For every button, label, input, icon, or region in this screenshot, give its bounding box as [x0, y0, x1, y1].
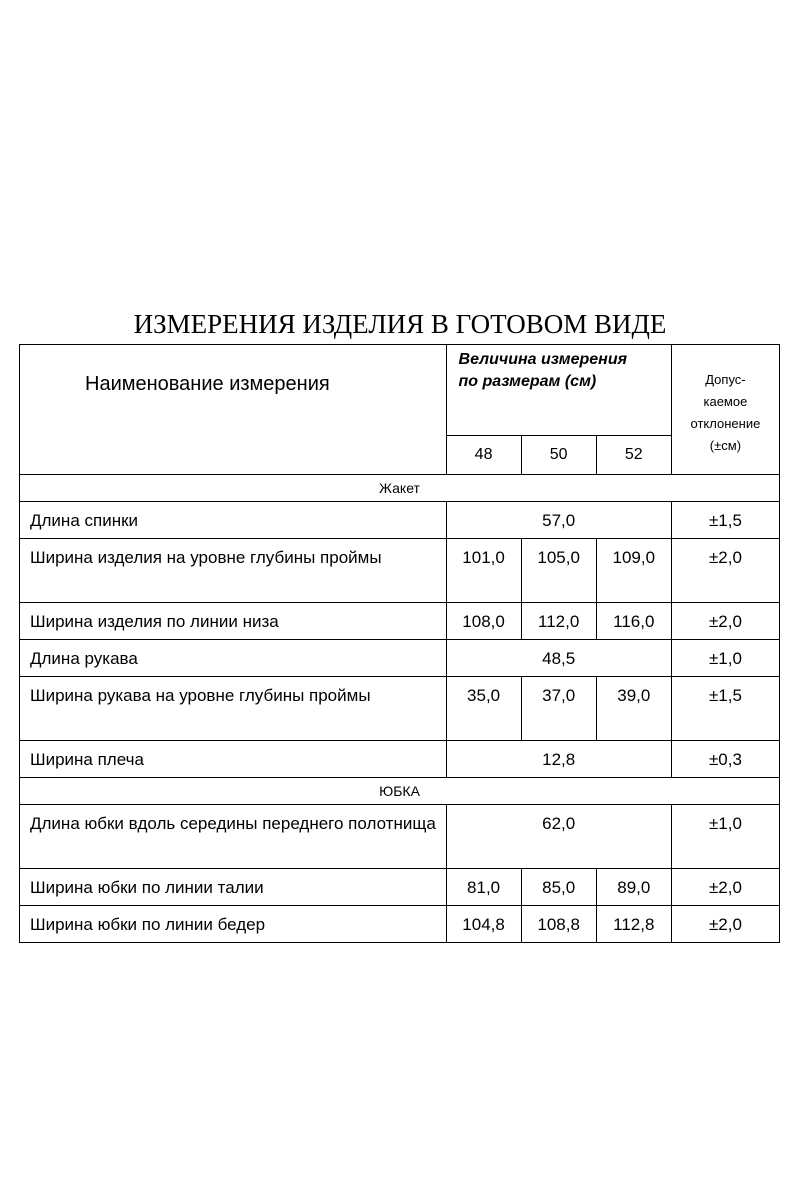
size-value: 35,0 [446, 677, 521, 741]
tolerance-value: ±1,0 [671, 640, 779, 677]
tolerance-value: ±1,0 [671, 805, 779, 869]
size-value: 112,8 [596, 906, 671, 943]
table-row [20, 677, 780, 741]
table-row [20, 603, 780, 640]
table-row [20, 805, 780, 869]
tolerance-value: ±2,0 [671, 869, 779, 906]
measurement-name: Ширина юбки по линии талии [20, 869, 447, 906]
measurement-name: Ширина изделия на уровне глубины проймы [20, 539, 447, 603]
section-row [20, 778, 780, 805]
measurement-name: Ширина изделия по линии низа [20, 603, 447, 640]
measurement-name: Длина рукава [20, 640, 447, 677]
measurements-table [19, 344, 780, 943]
size-value: 104,8 [446, 906, 521, 943]
page-title: ИЗМЕРЕНИЯ ИЗДЕЛИЯ В ГОТОВОМ ВИДЕ [133, 309, 667, 339]
size-value: 39,0 [596, 677, 671, 741]
header-tolerance-line3: отклонение [690, 416, 761, 431]
size-value: 108,8 [521, 906, 596, 943]
tolerance-value: ±1,5 [671, 502, 779, 539]
size-50-cell: 50 [521, 436, 596, 475]
all-sizes-value: 48,5 [446, 640, 671, 677]
size-value: 85,0 [521, 869, 596, 906]
section-row [20, 475, 780, 502]
size-value: 37,0 [521, 677, 596, 741]
header-tolerance-line4: (±см) [709, 438, 742, 453]
measurement-name: Длина спинки [20, 502, 447, 539]
tolerance-value: ±2,0 [671, 539, 779, 603]
table-row [20, 502, 780, 539]
tolerance-value: ±2,0 [671, 906, 779, 943]
size-48-cell: 48 [446, 436, 521, 475]
measurement-name: Длина юбки вдоль середины переднего полотнища [20, 805, 447, 869]
header-tolerance-cell [671, 345, 779, 475]
measurement-name: Ширина рукава на уровне глубины проймы [20, 677, 447, 741]
size-value: 108,0 [446, 603, 521, 640]
table-row [20, 869, 780, 906]
table-row [20, 741, 780, 778]
tolerance-value: ±1,5 [671, 677, 779, 741]
header-tolerance-line1: Допус- [705, 372, 746, 387]
size-52-cell: 52 [596, 436, 671, 475]
size-value: 109,0 [596, 539, 671, 603]
all-sizes-value: 12,8 [446, 741, 671, 778]
all-sizes-value: 57,0 [446, 502, 671, 539]
size-value: 105,0 [521, 539, 596, 603]
size-value: 81,0 [446, 869, 521, 906]
header-name-label: Наименование измерения [85, 373, 330, 395]
header-sizes-label-line2: по размерам (см) [458, 373, 597, 390]
measurement-name: Ширина юбки по линии бедер [20, 906, 447, 943]
table-row [20, 640, 780, 677]
table-row [20, 906, 780, 943]
header-row [20, 345, 780, 436]
table-row [20, 539, 780, 603]
size-value: 101,0 [446, 539, 521, 603]
section-title: ЮБКА [20, 778, 780, 805]
header-sizes-label-line1: Величина измерения [458, 351, 628, 368]
measurement-name: Ширина плеча [20, 741, 447, 778]
size-value: 116,0 [596, 603, 671, 640]
header-sizes-cell [446, 345, 671, 436]
size-value: 89,0 [596, 869, 671, 906]
section-title: Жакет [20, 475, 780, 502]
header-tolerance-line2: каемое [703, 394, 748, 409]
header-name-cell [20, 345, 447, 475]
tolerance-value: ±2,0 [671, 603, 779, 640]
all-sizes-value: 62,0 [446, 805, 671, 869]
size-value: 112,0 [521, 603, 596, 640]
tolerance-value: ±0,3 [671, 741, 779, 778]
